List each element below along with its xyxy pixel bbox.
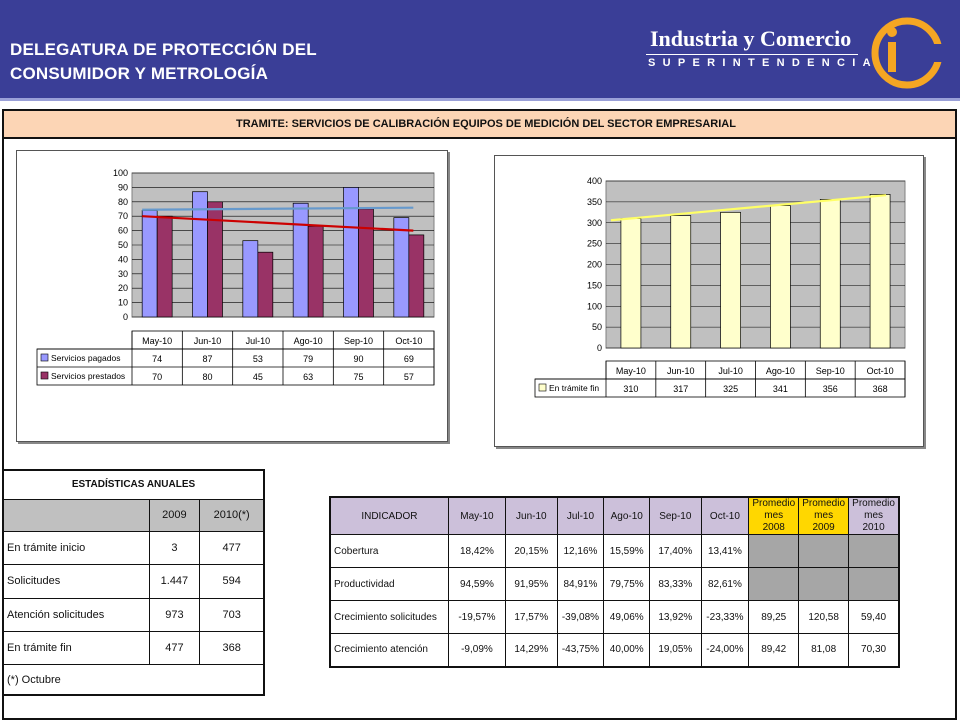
anual-row-label: Solicitudes <box>3 565 149 598</box>
bar-en-tr-mite-fin <box>770 206 790 348</box>
bar-servicios-pagados <box>293 203 308 317</box>
x-tick-label: Jun-10 <box>666 366 695 376</box>
ind-header-prom-line: mes 2010 <box>862 510 885 533</box>
brand-rule <box>646 54 858 55</box>
y-tick-label: 400 <box>586 176 602 186</box>
ind-cell: 94,59% <box>448 568 505 601</box>
ind-header-prom-line: Promedio <box>852 498 895 509</box>
ind-cell: 17,40% <box>650 535 701 568</box>
ind-cell: -19,57% <box>448 601 505 634</box>
x-tick-label: Oct-10 <box>395 336 423 346</box>
legend-swatch <box>41 372 48 379</box>
ind-cell: 49,06% <box>604 601 650 634</box>
ind-cell: -43,75% <box>557 634 604 667</box>
data-label: 63 <box>303 372 314 382</box>
ind-cell-empty <box>799 535 849 568</box>
ind-header-month: May-10 <box>448 497 505 535</box>
anual-row-label: En trámite fin <box>3 631 149 664</box>
y-tick-label: 20 <box>117 283 128 294</box>
x-tick-label: Ago-10 <box>293 336 323 346</box>
ind-cell: 13,41% <box>701 535 749 568</box>
y-tick-label: 0 <box>122 312 128 322</box>
bar-en-tr-mite-fin <box>671 216 691 348</box>
y-tick-label: 250 <box>586 238 602 249</box>
x-tick-label: Jun-10 <box>193 336 222 346</box>
ind-header-prom-2008 <box>749 497 799 535</box>
y-tick-label: 40 <box>117 254 128 265</box>
ind-cell-prom: 89,42 <box>749 634 799 667</box>
anual-cell: 477 <box>200 532 264 565</box>
legend-swatch <box>539 384 546 391</box>
ind-cell: 19,05% <box>650 634 701 667</box>
ind-cell-prom: 81,08 <box>799 634 849 667</box>
x-tick-label: Jul-10 <box>245 336 271 346</box>
data-label: 310 <box>623 384 639 394</box>
x-tick-label: Oct-10 <box>866 366 894 376</box>
bar-servicios-pagados <box>142 210 157 317</box>
ind-cell: 20,15% <box>506 535 557 568</box>
table-row <box>3 565 264 598</box>
y-tick-label: 200 <box>586 259 602 270</box>
ind-cell: -39,08% <box>557 601 604 634</box>
y-tick-label: 30 <box>117 268 128 279</box>
ind-cell: 91,95% <box>506 568 557 601</box>
data-label: 368 <box>872 384 888 394</box>
y-tick-label: 10 <box>117 297 128 308</box>
anual-cell: 973 <box>149 598 200 631</box>
anual-note: (*) Octubre <box>3 665 264 695</box>
ind-cell: 40,00% <box>604 634 650 667</box>
ind-row-label: Cobertura <box>330 535 448 568</box>
data-label: 70 <box>152 372 163 382</box>
ind-header-month: Ago-10 <box>604 497 650 535</box>
anual-cell: 1.447 <box>149 565 200 598</box>
ind-header-month: Jul-10 <box>557 497 604 535</box>
anual-cell: 477 <box>149 631 200 664</box>
ind-cell: 18,42% <box>448 535 505 568</box>
data-label: 79 <box>303 354 314 364</box>
bar-servicios-pagados <box>243 241 258 317</box>
anual-year-2010: 2010(*) <box>200 499 264 531</box>
bar-en-tr-mite-fin <box>820 199 840 348</box>
ind-cell: -9,09% <box>448 634 505 667</box>
ind-header-prom-2009 <box>799 497 849 535</box>
x-tick-label: Jul-10 <box>718 366 743 376</box>
ind-cell: 84,91% <box>557 568 604 601</box>
bar-servicios-pagados <box>394 218 409 317</box>
table-row <box>330 601 899 634</box>
y-tick-label: 350 <box>586 196 602 207</box>
ind-header-indicador: INDICADOR <box>330 497 448 535</box>
data-label: 45 <box>252 372 263 382</box>
ind-cell: 17,57% <box>506 601 557 634</box>
anual-title: ESTADÍSTICAS ANUALES <box>3 470 264 499</box>
table-row <box>330 634 899 667</box>
bar-en-tr-mite-fin <box>621 219 641 348</box>
data-label: 80 <box>202 372 213 382</box>
y-tick-label: 70 <box>117 211 128 222</box>
ind-header-prom-line: Promedio <box>752 498 796 509</box>
bar-en-tr-mite-fin <box>721 212 741 348</box>
ind-cell-prom: 120,58 <box>799 601 849 634</box>
data-label: 69 <box>403 354 414 364</box>
ind-cell: -23,33% <box>701 601 749 634</box>
chart-servicios-svg <box>17 151 449 443</box>
ind-cell: 12,16% <box>557 535 604 568</box>
y-tick-label: 50 <box>117 240 128 250</box>
bar-en-tr-mite-fin <box>870 194 890 348</box>
tramite-banner <box>4 111 955 139</box>
ind-cell-prom: 89,25 <box>749 601 799 634</box>
legend-swatch <box>41 354 48 361</box>
y-tick-label: 150 <box>586 280 602 291</box>
page-title-line-2: CONSUMIDOR Y METROLOGÍA <box>10 64 269 83</box>
ind-cell: 15,59% <box>604 535 650 568</box>
x-tick-label: Ago-10 <box>765 366 795 376</box>
anual-cell: 368 <box>200 631 264 664</box>
anual-cell: 594 <box>200 565 264 598</box>
estadisticas-anuales-table <box>2 469 265 696</box>
x-tick-label: Sep-10 <box>343 336 374 346</box>
ind-row-label: Crecimiento solicitudes <box>330 601 448 634</box>
y-tick-label: 0 <box>596 343 602 353</box>
ind-header-month: Jun-10 <box>506 497 557 535</box>
table-row <box>3 598 264 631</box>
y-tick-label: 90 <box>117 182 128 193</box>
data-label: 356 <box>822 384 838 394</box>
ind-cell-prom: 70,30 <box>849 634 899 667</box>
brand-name: Industria y Comercio <box>650 26 852 51</box>
ind-row-label: Productividad <box>330 568 448 601</box>
page-title <box>10 38 317 86</box>
anual-row-label: En trámite inicio <box>3 532 149 565</box>
ind-cell-empty <box>849 535 899 568</box>
indicadores-table <box>329 496 900 668</box>
table-row <box>3 631 264 664</box>
ind-header-prom-line: mes 2008 <box>762 510 785 533</box>
ind-cell: 83,33% <box>650 568 701 601</box>
ind-cell: 79,75% <box>604 568 650 601</box>
y-tick-label: 300 <box>586 217 602 228</box>
data-label: 75 <box>353 372 364 382</box>
data-label: 90 <box>353 354 364 364</box>
anual-cell: 703 <box>200 598 264 631</box>
bar-servicios-pagados <box>193 192 208 317</box>
data-label: 87 <box>202 354 213 364</box>
ind-cell: 13,92% <box>650 601 701 634</box>
ind-header-prom-2010 <box>849 497 899 535</box>
ind-cell-prom: 59,40 <box>849 601 899 634</box>
y-tick-label: 50 <box>591 322 602 333</box>
y-tick-label: 80 <box>117 196 128 207</box>
ind-header-month: Sep-10 <box>650 497 701 535</box>
sic-logo-icon <box>868 14 946 92</box>
ind-cell: 82,61% <box>701 568 749 601</box>
anual-cell: 3 <box>149 532 200 565</box>
data-label: 53 <box>252 354 263 364</box>
ind-row-label: Crecimiento atención <box>330 634 448 667</box>
anual-row-label: Atención solicitudes <box>3 598 149 631</box>
x-tick-label: May-10 <box>142 336 173 346</box>
table-row <box>330 535 899 568</box>
ind-cell-empty <box>749 535 799 568</box>
tramite-banner-text: TRAMITE: SERVICIOS DE CALIBRACIÓN EQUIPOS DE MEDICIÓN DEL SECTOR EMPRESARIAL <box>236 118 736 130</box>
bar-servicios-prestados <box>409 235 424 317</box>
legend-label: Servicios pagados <box>51 353 121 363</box>
y-tick-label: 100 <box>586 301 602 312</box>
data-label: 74 <box>152 354 163 364</box>
bar-servicios-pagados <box>344 187 359 317</box>
ind-cell-empty <box>849 568 899 601</box>
ind-cell: 14,29% <box>506 634 557 667</box>
chart-servicios <box>16 150 448 442</box>
bar-servicios-prestados <box>157 216 172 317</box>
ind-header-month: Oct-10 <box>701 497 749 535</box>
x-tick-label: May-10 <box>615 366 646 376</box>
page-title-line-1: DELEGATURA DE PROTECCIÓN DEL <box>10 40 317 59</box>
chart-en-tramite-svg <box>495 156 925 448</box>
data-label: 317 <box>673 384 689 394</box>
ind-cell: -24,00% <box>701 634 749 667</box>
header-divider <box>0 98 960 101</box>
bar-servicios-prestados <box>359 209 374 317</box>
ind-header-prom-line: mes 2009 <box>812 510 835 533</box>
data-label: 341 <box>772 384 788 394</box>
table-row <box>330 568 899 601</box>
anual-year-2009: 2009 <box>149 499 200 531</box>
y-tick-label: 100 <box>112 168 128 178</box>
ind-header-prom-line: Promedio <box>802 498 846 509</box>
chart-en-tramite <box>494 155 924 447</box>
bar-servicios-prestados <box>308 226 323 317</box>
y-tick-label: 60 <box>117 225 128 236</box>
legend-label: En trámite fin <box>549 383 600 393</box>
ind-cell-empty <box>799 568 849 601</box>
table-row <box>3 532 264 565</box>
brand-subtitle: SUPERINTENDENCIA <box>648 57 878 69</box>
anual-corner <box>3 499 149 531</box>
bar-servicios-prestados <box>258 252 273 317</box>
data-label: 325 <box>723 384 739 394</box>
ind-cell-empty <box>749 568 799 601</box>
x-tick-label: Sep-10 <box>815 366 845 376</box>
legend-label: Servicios prestados <box>51 371 126 381</box>
data-label: 57 <box>403 372 414 382</box>
